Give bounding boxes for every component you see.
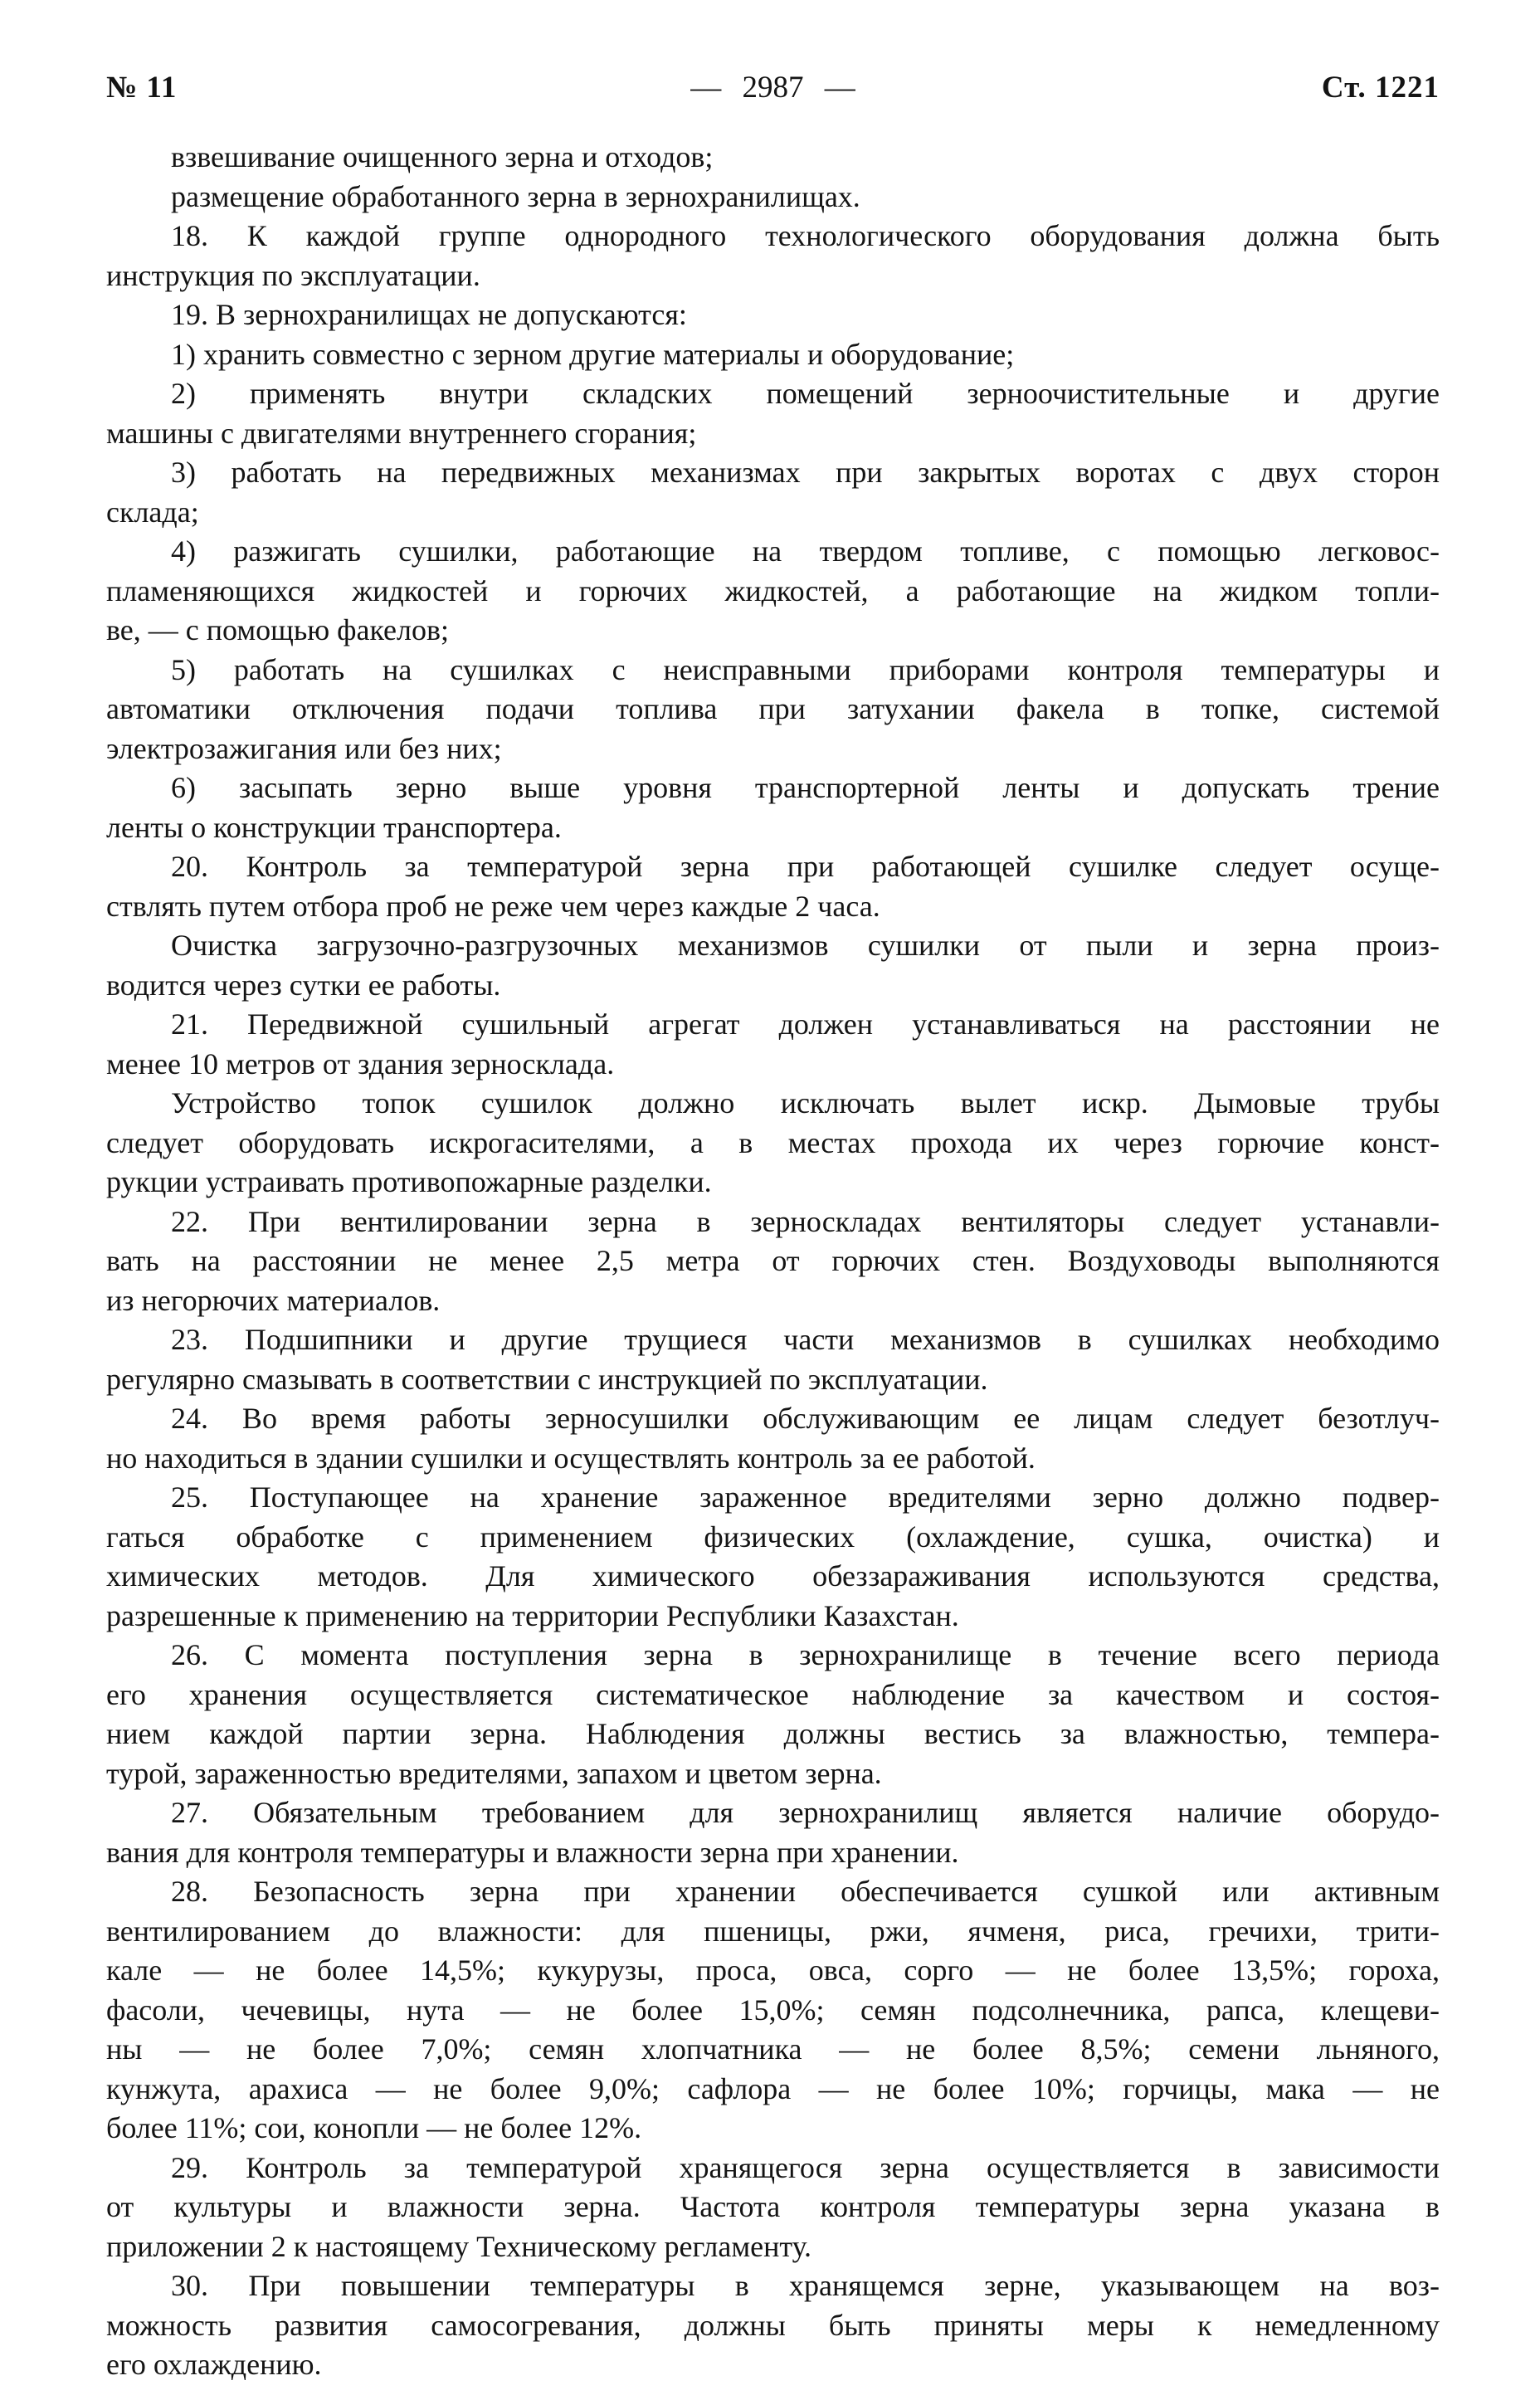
text-line: автоматики отключения подачи топлива при затухании факела в топке, системой (106, 692, 1440, 725)
text-line: кале — не более 14,5%; кукурузы, проса, овса, сорго — не более 13,5%; гороха, (106, 1954, 1440, 1987)
text-line: гаться обработке с применением физических (охлаждение, сушка, очистка) и (106, 1520, 1440, 1554)
text-line: взвешивание очищенного зерна и отходов; (171, 140, 714, 173)
article-number: Ст. 1221 (1321, 71, 1440, 105)
text-line: Очистка загрузочно-разгрузочных механизмов сушилки от пыли и зерна произ- (171, 929, 1440, 962)
paragraph (106, 138, 1440, 178)
paragraph (106, 532, 1440, 651)
text-line: турой, зараженностью вредителями, запахом и цветом зерна. (106, 1756, 882, 1790)
paragraph (106, 651, 1440, 769)
text-line: ве, — с помощью факелов; (106, 613, 449, 646)
text-line: ствлять путем отбора проб не реже чем через каждые 2 часа. (106, 889, 880, 923)
text-line: более 11%; сои, конопли — не более 12%. (106, 2111, 642, 2144)
text-line: 4) разжигать сушилки, работающие на твердом топливе, с помощью легковос- (171, 534, 1440, 568)
paragraph (106, 1320, 1440, 1399)
issue-number: № 11 (106, 71, 178, 105)
text-line: следует оборудовать искрогасителями, а в местах прохода их через горючие конст- (106, 1125, 1440, 1159)
paragraph (106, 768, 1440, 847)
text-line: машины с двигателями внутреннего сгорания; (106, 416, 697, 450)
text-line: склада; (106, 495, 199, 529)
paragraph (106, 1636, 1440, 1793)
text-line: Устройство топок сушилок должно исключать вылет искр. Дымовые трубы (171, 1086, 1440, 1120)
text-line: 30. При повышении температуры в хранящемся зерне, указывающем на воз- (171, 2269, 1440, 2302)
text-line: 6) засыпать зерно выше уровня транспортерной ленты и допускать трение (171, 771, 1440, 804)
text-line: 29. Контроль за температурой хранящегося зерна осуществляется в зависимости (171, 2150, 1440, 2184)
paragraph (106, 847, 1440, 926)
text-line: из негорючих материалов. (106, 1283, 441, 1317)
text-line: 21. Передвижной сушильный агрегат должен устанавливаться на расстоянии не (171, 1007, 1440, 1041)
text-line: от культуры и влажности зерна. Частота контроля температуры зерна указана в (106, 2190, 1440, 2223)
page-header (106, 68, 1440, 108)
text-line: 19. В зернохранилищах не допускаются: (171, 298, 687, 331)
text-line: 18. К каждой группе однородного технологического оборудования должна быть (171, 219, 1440, 252)
text-line: регулярно смазывать в соответствии с инструкцией по эксплуатации. (106, 1362, 988, 1396)
text-line: 5) работать на сушилках с неисправными приборами контроля температуры и (171, 652, 1440, 686)
paragraph (106, 217, 1440, 295)
text-line: вать на расстоянии не менее 2,5 метра от горючих стен. Воздуховоды выполняются (106, 1244, 1440, 1277)
paragraph (106, 1084, 1440, 1202)
text-line: 24. Во время работы зерносушилки обслуживающим ее лицам следует безотлуч- (171, 1402, 1440, 1435)
page-number: — 2987 — (690, 71, 855, 105)
text-line: приложении 2 к настоящему Техническому регламенту. (106, 2229, 812, 2263)
text-line: инструкция по эксплуатации. (106, 258, 480, 292)
paragraph (106, 335, 1440, 375)
text-line: 25. Поступающее на хранение зараженное вредителями зерно должно подвер- (171, 1480, 1440, 1514)
text-line: кунжута, арахиса — не более 9,0%; сафлора — не более 10%; горчицы, мака — не (106, 2071, 1440, 2105)
text-line: но находиться в здании сушилки и осуществлять контроль за ее работой. (106, 1441, 1036, 1475)
text-line: вания для контроля температуры и влажности зерна при хранении. (106, 1835, 959, 1869)
text-line: его хранения осуществляется систематическое наблюдение за качеством и состоя- (106, 1677, 1440, 1711)
text-line: 22. При вентилировании зерна в зерноскладах вентиляторы следует устанавли- (171, 1204, 1440, 1238)
paragraph (106, 1399, 1440, 1478)
text-line: 23. Подшипники и другие трущиеся части механизмов в сушилках необходимо (171, 1323, 1440, 1356)
text-line: 20. Контроль за температурой зерна при работающей сушилке следует осуще- (171, 850, 1440, 883)
text-line: 28. Безопасность зерна при хранении обеспечивается сушкой или активным (171, 1875, 1440, 1908)
text-line: менее 10 метров от здания зерносклада. (106, 1046, 615, 1080)
paragraph (106, 1005, 1440, 1084)
text-line: 26. С момента поступления зерна в зернохранилище в течение всего периода (171, 1638, 1440, 1671)
paragraph (106, 926, 1440, 1005)
text-line: его охлаждению. (106, 2348, 322, 2381)
document-body (106, 138, 1440, 2385)
text-line: водится через сутки ее работы. (106, 968, 501, 1002)
text-line: рукции устраивать противопожарные разделки. (106, 1165, 712, 1198)
text-line: 3) работать на передвижных механизмах при закрытых воротах с двух сторон (171, 456, 1440, 489)
text-line: пламеняющихся жидкостей и горючих жидкостей, а работающие на жидком топли- (106, 573, 1440, 607)
text-line: 2) применять внутри складских помещений зерноочистительные и другие (171, 377, 1440, 410)
paragraph (106, 453, 1440, 532)
text-line: разрешенные к применению на территории Республики Казахстан. (106, 1598, 959, 1632)
paragraph (106, 1202, 1440, 1321)
text-line: вентилированием до влажности: для пшеницы, ржи, ячменя, риса, гречихи, трити- (106, 1914, 1440, 1948)
text-line: химических методов. Для химического обеззараживания используются средства, (106, 1559, 1440, 1593)
paragraph (106, 1793, 1440, 1872)
text-line: электрозажигания или без них; (106, 731, 502, 765)
text-line: ны — не более 7,0%; семян хлопчатника — не более 8,5%; семени льняного, (106, 2032, 1440, 2066)
paragraph (106, 2149, 1440, 2267)
paragraph (106, 178, 1440, 217)
text-line: 27. Обязательным требованием для зернохранилищ является наличие оборудо- (171, 1796, 1440, 1829)
paragraph (106, 1872, 1440, 2149)
text-line: ленты о конструкции транспортера. (106, 810, 562, 844)
text-line: можность развития самосогревания, должны быть приняты меры к немедленному (106, 2308, 1440, 2342)
text-line: 1) хранить совместно с зерном другие материалы и оборудование; (171, 337, 1015, 371)
paragraph (106, 374, 1440, 453)
text-line: размещение обработанного зерна в зернохранилищах. (171, 179, 860, 213)
paragraph (106, 1478, 1440, 1636)
text-line: нием каждой партии зерна. Наблюдения должны вестись за влажностью, темпера- (106, 1717, 1440, 1750)
paragraph (106, 295, 1440, 335)
text-line: фасоли, чечевицы, нута — не более 15,0%; семян подсолнечника, рапса, клещеви- (106, 1993, 1440, 2027)
paragraph (106, 2266, 1440, 2385)
